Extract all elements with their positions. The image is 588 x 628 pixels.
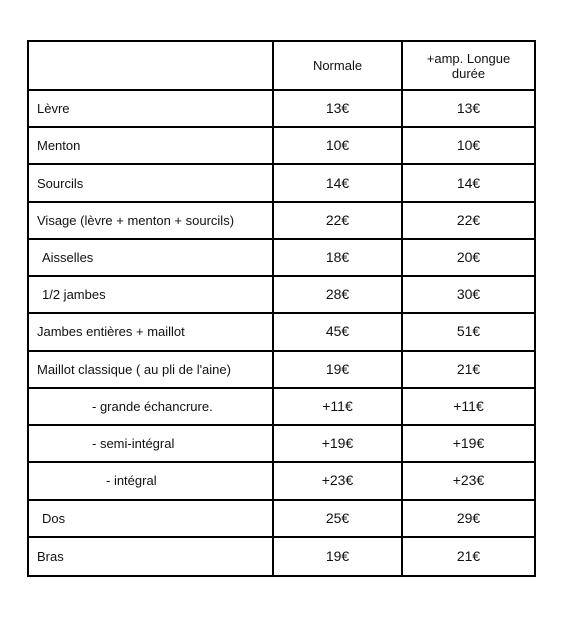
row-price-longue-duree: 29€ xyxy=(403,501,534,538)
row-price-normale: 19€ xyxy=(274,352,403,389)
row-price-longue-duree: 13€ xyxy=(403,91,534,128)
row-price-normale: 25€ xyxy=(274,501,403,538)
row-price-normale: 45€ xyxy=(274,314,403,351)
row-label-menton: Menton xyxy=(29,128,274,165)
header-cell-empty xyxy=(29,42,274,91)
row-price-normale: +11€ xyxy=(274,389,403,426)
header-longue-duree-text: +amp. Longue durée xyxy=(426,50,511,81)
row-label-aisselles: Aisselles xyxy=(29,240,274,277)
row-price-normale: +23€ xyxy=(274,463,403,500)
row-label-levre: Lèvre xyxy=(29,91,274,128)
header-cell-longue-duree xyxy=(403,42,534,91)
row-price-normale: 22€ xyxy=(274,203,403,240)
row-label-bras: Bras xyxy=(29,538,274,575)
row-label-jambes-entieres: Jambes entières + maillot xyxy=(29,314,274,351)
row-price-longue-duree: 30€ xyxy=(403,277,534,314)
row-price-longue-duree: 21€ xyxy=(403,352,534,389)
row-price-normale: 13€ xyxy=(274,91,403,128)
row-price-longue-duree: 14€ xyxy=(403,165,534,202)
row-label-semi-integral: - semi-intégral xyxy=(29,426,274,463)
row-price-longue-duree: +23€ xyxy=(403,463,534,500)
row-label-sourcils: Sourcils xyxy=(29,165,274,202)
row-price-normale: 14€ xyxy=(274,165,403,202)
row-price-normale: 19€ xyxy=(274,538,403,575)
row-price-longue-duree: 21€ xyxy=(456,547,481,564)
row-price-longue-duree: +11€ xyxy=(403,389,534,426)
row-label-visage: Visage (lèvre + menton + sourcils) xyxy=(29,203,274,240)
row-price-longue-duree: +19€ xyxy=(403,426,534,463)
row-price-normale: +19€ xyxy=(274,426,403,463)
row-price-normale: 10€ xyxy=(274,128,403,165)
header-cell-normale xyxy=(274,42,403,91)
price-table xyxy=(27,40,536,577)
row-label-grande-echancrure: - grande échancrure. xyxy=(29,389,274,426)
row-price-normale: 28€ xyxy=(274,277,403,314)
header-normale-text: Normale xyxy=(312,58,363,73)
row-price-longue-duree: 22€ xyxy=(403,203,534,240)
row-price-longue-duree: 10€ xyxy=(403,128,534,165)
row-label-dos: Dos xyxy=(29,501,274,538)
row-label-maillot-classique: Maillot classique ( au pli de l'aine) xyxy=(29,352,274,389)
row-label-integral: - intégral xyxy=(29,463,274,500)
row-price-normale: 18€ xyxy=(274,240,403,277)
row-price-longue-duree: 20€ xyxy=(403,240,534,277)
row-price-longue-duree: 51€ xyxy=(403,314,534,351)
row-label-demi-jambes: 1/2 jambes xyxy=(29,277,274,314)
